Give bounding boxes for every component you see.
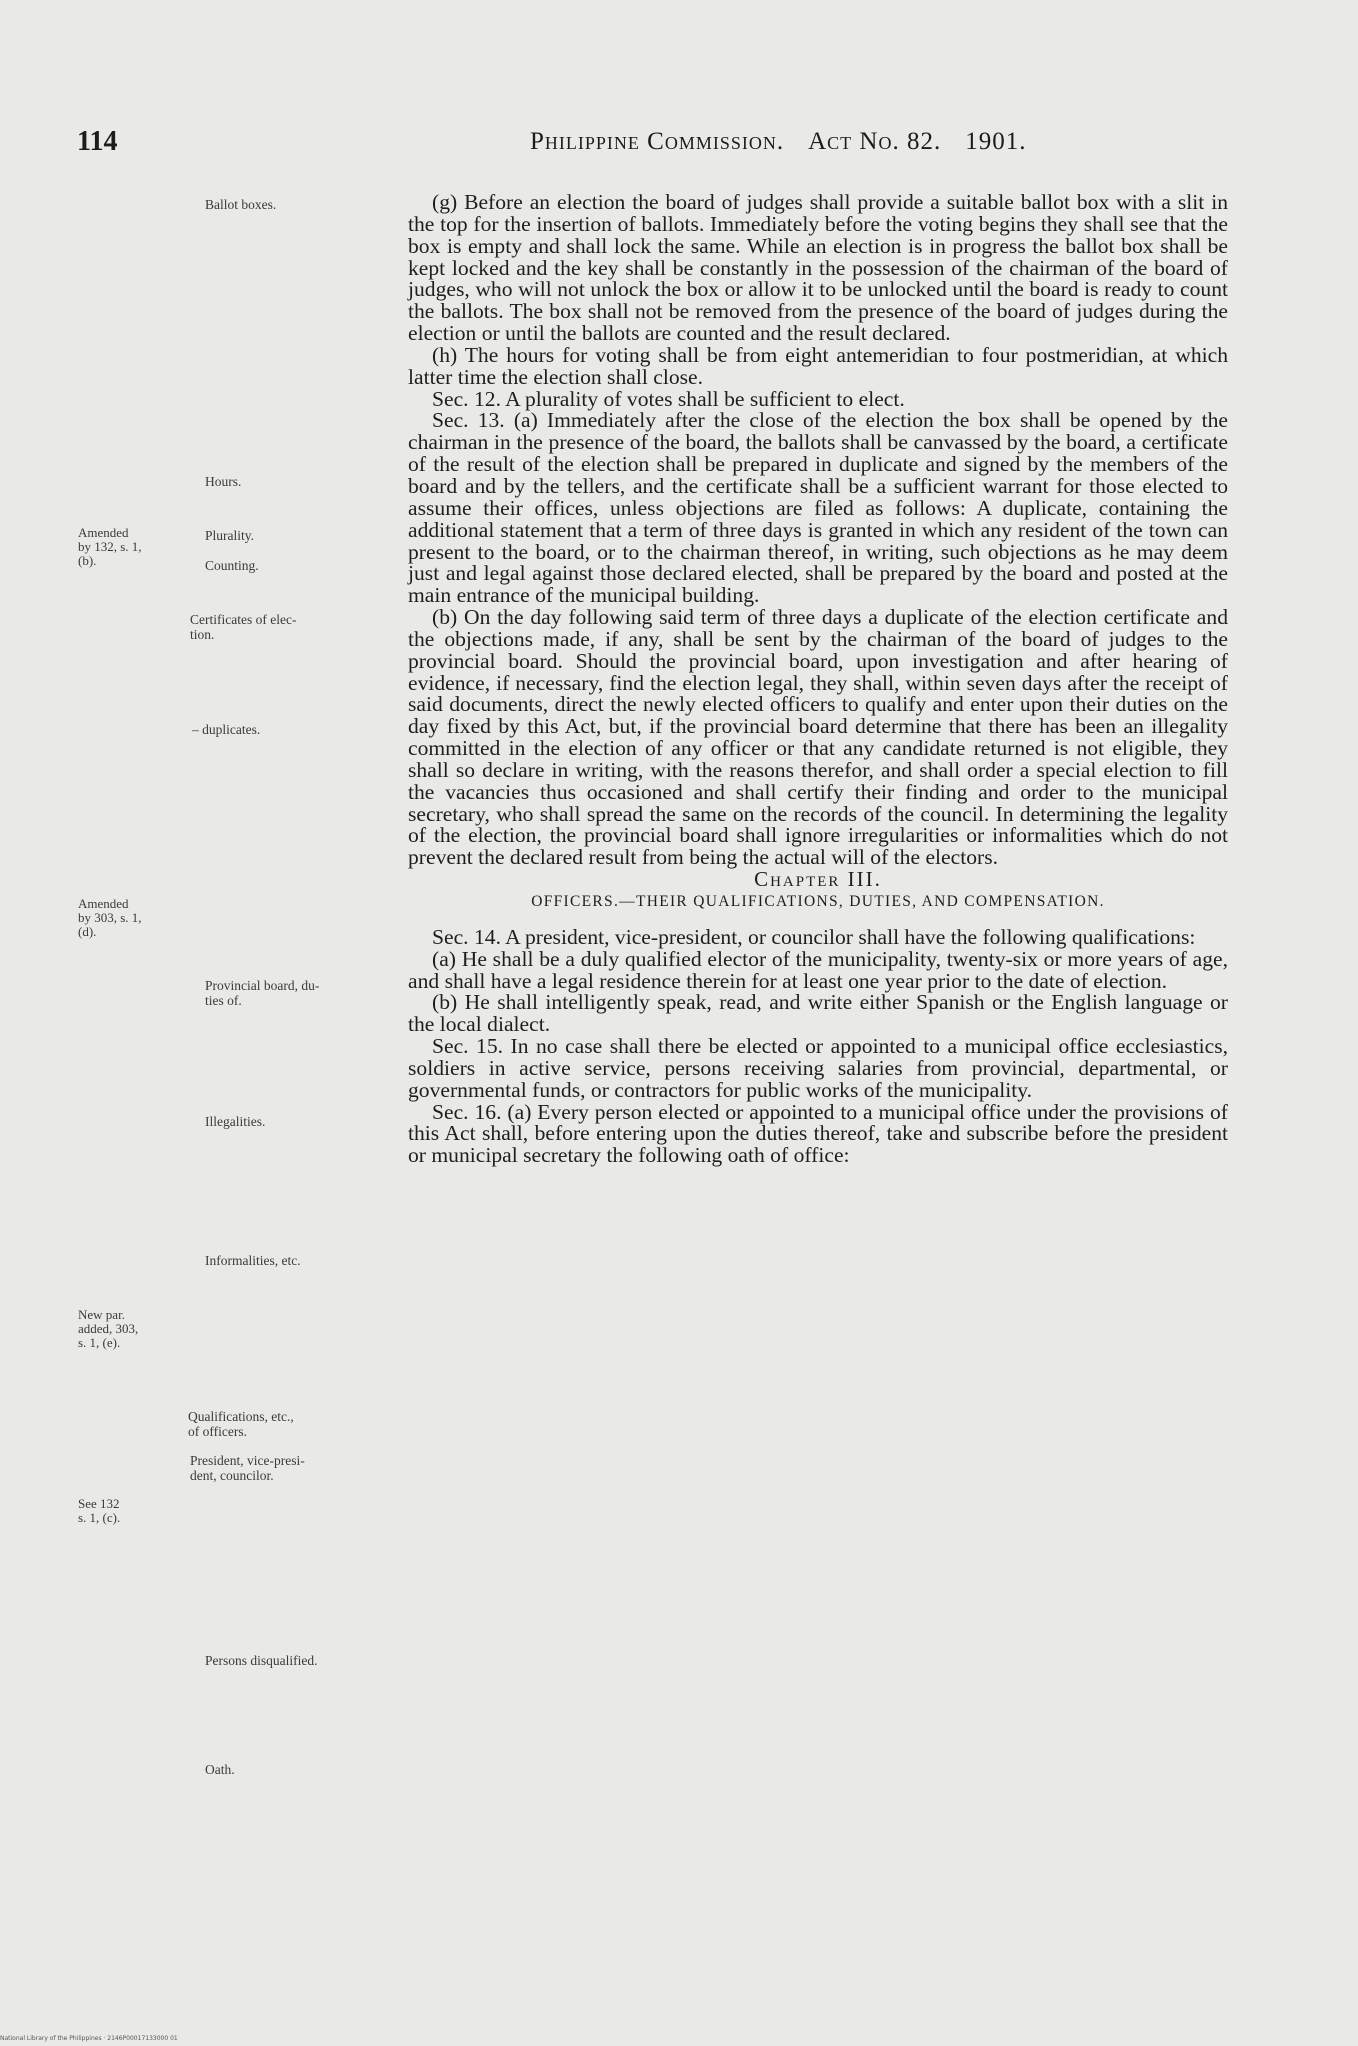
side-note-president: President, vice-presi- dent, councilor. [190,1453,305,1483]
side-note-counting: Counting. [205,558,259,573]
side-note-oath: Oath. [205,1762,235,1777]
paragraph-sec-13a: Sec. 13. (a) Immediately after the close of the election the box shall be opened by the chairman in the presence of the board, the ballots shall be canvassed by the board, a certificate of the result of the election shall be prepared in duplicate and signed by the members of the board and by the tellers, and the certificate shall be a sufficient warrant for those elected to assume their offices, unless objections are filed as follows: A duplicate, containing the additional statement that a term of three days is granted in which any resident of the town can present to the board, or to the chairman thereof, in writing, such objections as he may deem just and legal against those declared elected, shall be prepared by the board and posted at the main entrance of the municipal building. [408,408,1228,608]
side-note-informalities: Informalities, etc. [205,1253,301,1268]
header-act: Act No. 82. [808,128,942,155]
side-note-duplicates: – duplicates. [192,722,261,737]
side-note-illegalities: Illegalities. [205,1114,266,1129]
side-note-hours: Hours. [205,474,242,489]
amend-note-132: Amended by 132, s. 1, (b). [78,525,142,568]
running-header [530,128,1026,156]
paragraph-g-ballot-box: (g) Before an election the board of judges shall provide a suitable ballot box with a slit in the top for the insertion of ballots. Immediately before the voting begins they shall see that the box is empty and shall lock the same. While an election is in progress the ballot box shall be kept locked and the key shall be constantly in the possession of the chairman of the board of judges, who will not unlock the box or allow it to be unlocked until the board is ready to count the ballots. The box shall not be removed from the presence of the board of judges during the election or until the ballots are counted and the result declared. [408,190,1228,346]
page-number: 114 [77,126,118,157]
paragraph-sec-14: Sec. 14. A president, vice-president, or councilor shall have the following qualifications: [432,924,1196,949]
amend-note-303: Amended by 303, s. 1, (d). [78,896,142,939]
paragraph-sec-15: Sec. 15. In no case shall there be elected or appointed to a municipal office ecclesiastics, soldiers in active service, persons receiving salaries from provincial, departmental, or governmental funds, or contractors for public works of the municipality. [408,1034,1228,1102]
side-note-provincial-board: Provincial board, du- ties of. [205,978,320,1008]
side-note-ballot-boxes: Ballot boxes. [205,197,277,212]
paragraph-sec-16a: Sec. 16. (a) Every person elected or appointed to a municipal office under the provisions of this Act shall, before entering upon the duties thereof, take and subscribe before the president or municipal secretary the following oath of office: [408,1099,1228,1168]
side-note-certificates: Certificates of elec- tion. [190,612,297,642]
header-title: Philippine Commission. [530,128,785,155]
side-note-qualifications: Qualifications, etc., of officers. [188,1409,294,1439]
amend-note-see-132: See 132 s. 1, (c). [78,1496,121,1525]
page-header [0,126,1358,166]
body-text [408,192,1228,1167]
chapter-subtitle: OFFICERS.—THEIR QUALIFICATIONS, DUTIES, AND COMPENSATION. [531,893,1105,910]
scan-footer: National Library of the Philippines · 2146P00017133000 01 [0,2035,178,2042]
header-year: 1901. [965,128,1027,155]
amend-note-new-par: New par. added, 303, s. 1, (e). [78,1307,139,1350]
side-note-persons-disqualified: Persons disqualified. [205,1653,318,1668]
chapter-title: Chapter III. [754,867,882,892]
paragraph-sec-13b: (b) On the day following said term of three days a duplicate of the election certificate and the objections made, if any, shall be sent by the chairman of the board of judges to the provincial board. Should the provincial board, upon investigation and after hearing of evidence, if necessary, find the election legal, they shall, within seven days after the receipt of said documents, direct the newly elected officers to qualify and enter upon their duties on the day fixed by this Act, but, if the provincial board determine that there has been an illegality committed in the election of any officer or that any candidate returned is not eligible, they shall so declare in writing, with the reasons therefor, and shall order a special election to fill the vacancies thus occasioned and shall certify their finding and order to the municipal secretary, who shall spread the same on the records of the council. In determining the legality of the election, the provincial board shall ignore irregularities or informalities which do not prevent the declared result from being the actual will of the electors. [408,605,1228,870]
paragraph-sec-14b: (b) He shall intelligently speak, read, and write either Spanish or the English language or the local dialect. [408,990,1228,1037]
paragraph-h-hours: (h) The hours for voting shall be from eight antemeridian to four postmeridian, at which latter time the election shall close. [408,342,1228,389]
paragraph-sec-14a: (a) He shall be a duly qualified elector of the municipality, twenty-six or more years of age, and shall have a legal residence therein for at least one year prior to the date of election. [408,946,1228,993]
paragraph-sec-12: Sec. 12. A plurality of votes shall be sufficient to elect. [432,386,905,411]
side-note-plurality: Plurality. [205,528,254,543]
